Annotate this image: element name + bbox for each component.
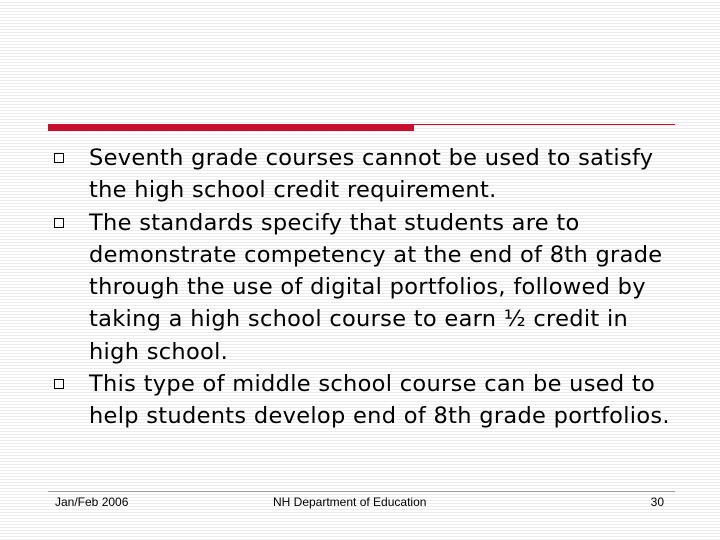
bullet-text: This type of middle school course can be used to help students develop end of 8th grade portfolios. <box>89 371 670 430</box>
bullet-list <box>54 142 674 433</box>
footer-page-number: 30 <box>650 495 664 509</box>
footer-date: Jan/Feb 2006 <box>55 495 129 509</box>
footer-organization: NH Department of Education <box>273 495 427 509</box>
bullet-item <box>54 207 674 369</box>
hollow-square-bullet-icon <box>54 218 64 228</box>
hollow-square-bullet-icon <box>54 379 64 389</box>
footer-divider-line <box>48 491 675 492</box>
bullet-text: Seventh grade courses cannot be used to satisfy the high school credit requirement. <box>89 145 654 204</box>
hollow-square-bullet-icon <box>54 153 64 163</box>
bullet-item <box>54 368 674 433</box>
bullet-item <box>54 142 674 207</box>
title-accent-bar <box>48 124 414 131</box>
bullet-text: The standards specify that students are to demonstrate competency at the end of 8th grade through the use of digital portfolios, followed by taking a high school course to earn ½ credit in high school. <box>89 209 663 365</box>
